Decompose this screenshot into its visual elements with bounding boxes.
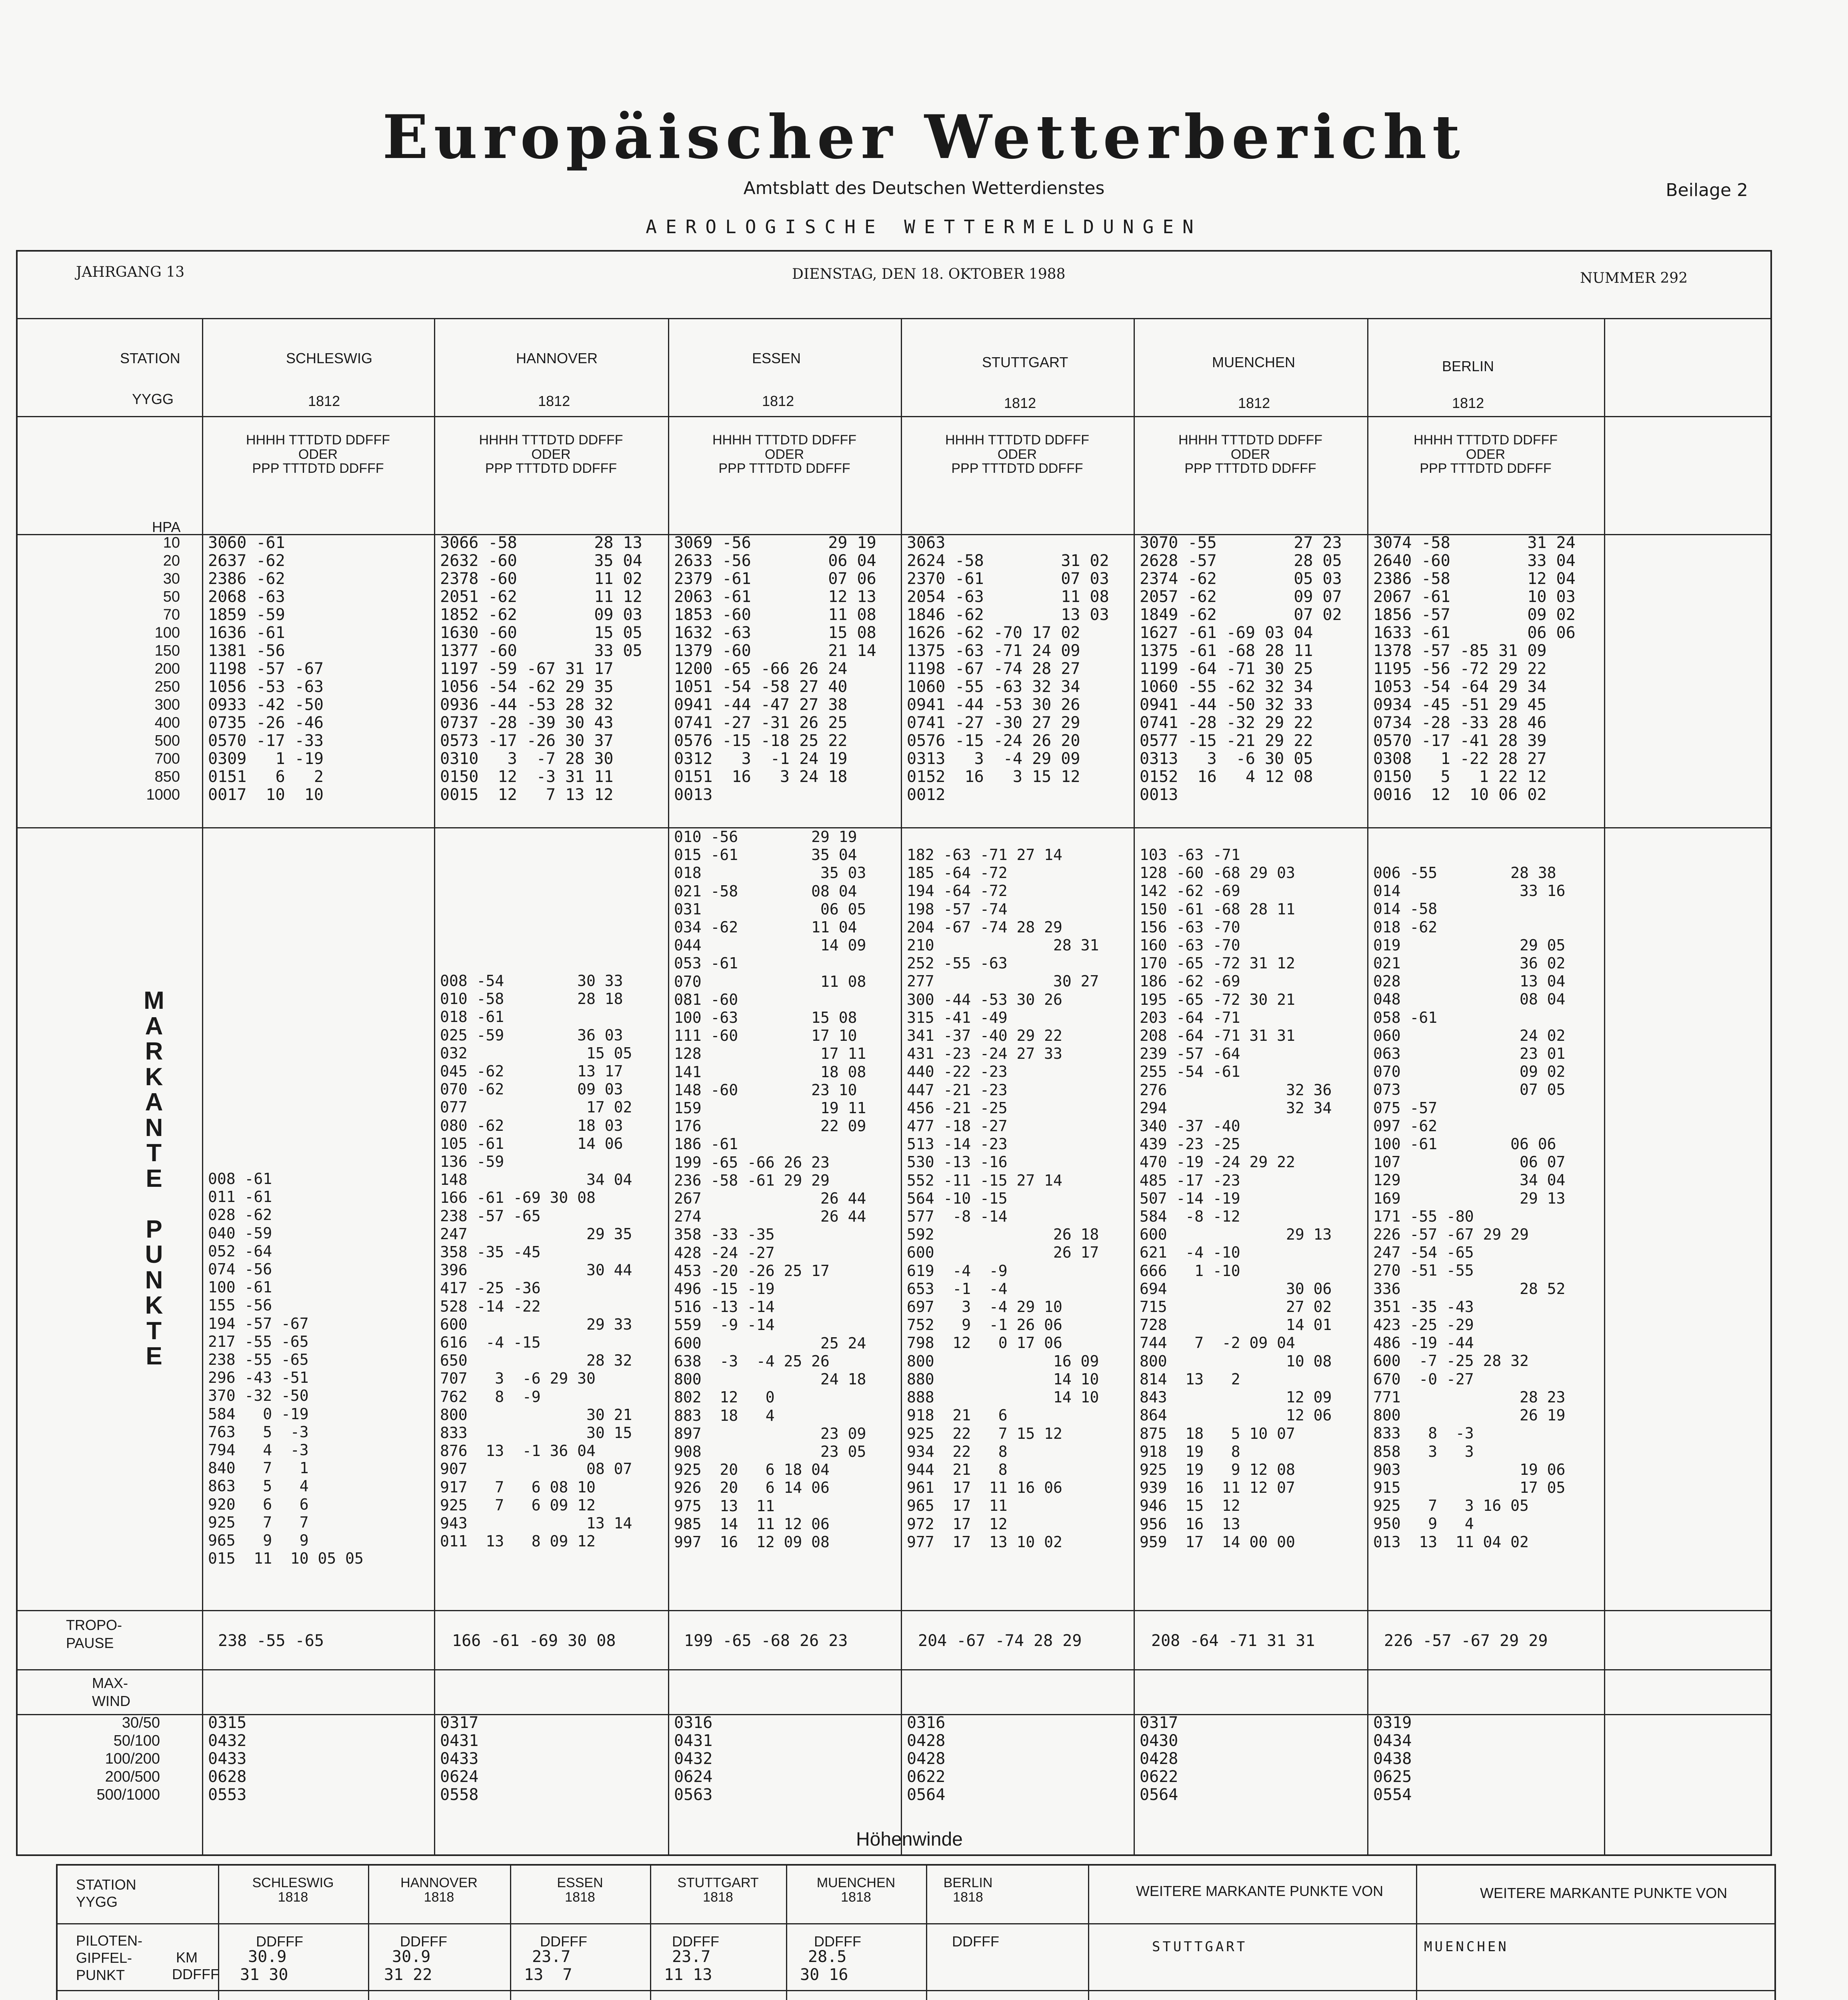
gipfel-km-muenchen: 28.5 <box>808 1948 847 1966</box>
maxwind-levels: 30/50 50/100 100/200 200/500 500/1000 <box>96 1714 160 1803</box>
hw-station-label: STATION YYGG <box>76 1876 136 1910</box>
maxwind-stuttgart: 0316 0428 0428 0622 0564 <box>907 1714 946 1804</box>
gipfel-ddfff-schleswig: 31 30 <box>240 1966 288 1984</box>
markante-hannover: 008 -54 30 33 010 -58 28 18 018 -61 025 -59 36 03 032 15 05 045 -62 13 17 070 -62 09 03 077 17 02 080 -62 18 03 105 -61 14 06 136 -59 148 34 04 166 -61 -69 30 08 238 -57 -65 247 29 35 358 -35 -45 396 30 44 417 -25 -36 528 -14 -22 600 29 33 616 -4 -15 650 28 32 707 3 -6 29 30 762 8 -9 800 30 21 833 30 15 876 13 -1 36 04 907 08 07 917 7 6 08 10 925 7 6 09 12 943 13 14 011 13 8 09 12 <box>440 972 632 1550</box>
col-header: HHHH TTTDTD DDFFF ODER PPP TTTDTD DDFFF <box>712 432 857 476</box>
gipfel-ddfff-stuttgart: 11 13 <box>664 1966 712 1984</box>
markante-muenchen: 103 -63 -71 128 -60 -68 29 03 142 -62 -69 150 -61 -68 28 11 156 -63 -70 160 -63 -70 170 -65 -72 31 12 186 -62 -69 195 -65 -72 30 21 203 -64 -71 208 -64 -71 31 31 239 -57 -64 255 -54 -61 276 32 36 294 32 34 340 -37 -40 439 -23 -25 470 -19 -24 29 22 485 -17 -23 507 -14 -19 584 -8 -12 600 29 13 621 -4 -10 666 1 -10 694 30 06 715 27 02 728 14 01 744 7 -2 09 04 800 10 08 814 13 2 843 12 09 864 12 06 875 18 5 10 07 918 19 8 925 19 9 12 08 939 16 11 12 07 946 15 12 956 16 13 959 17 14 00 00 <box>1140 846 1332 1551</box>
gipfel-head-stuttgart: DDFFF <box>672 1933 719 1950</box>
col-header: HHHH TTTDTD DDFFF ODER PPP TTTDTD DDFFF <box>945 432 1090 476</box>
weitere-stuttgart-label: WEITERE MARKANTE PUNKTE VON <box>1136 1883 1384 1899</box>
maxwind-label: MAX- WIND <box>92 1675 130 1709</box>
section-title: AEROLOGISCHE WETTERMELDUNGEN <box>646 216 1202 238</box>
hw-station-essen: ESSEN 1818 <box>557 1875 603 1905</box>
std-levels-berlin: 3074 -58 31 24 2640 -60 33 04 2386 -58 12 04 2067 -61 10 03 1856 -57 09 02 1633 -61 06 06 1378 -57 -85 31 09 1195 -56 -72 29 22 1053 -54 -64 29 34 0934 -45 -51 29 45 0734 -28 -33 28 46 0570 -17 -41 28 39 0308 1 -22 28 27 0150 5 1 22 12 0016 12 10 06 02 <box>1373 534 1576 804</box>
maxwind-berlin: 0319 0434 0438 0625 0554 <box>1373 1714 1412 1804</box>
std-levels-stuttgart: 3063 2624 -58 31 02 2370 -61 07 03 2054 -63 11 08 1846 -62 13 03 1626 -62 -70 17 02 1375 -63 -71 24 09 1198 -67 -74 28 27 1060 -55 -63 32 34 0941 -44 -53 30 26 0741 -27 -30 27 29 0576 -15 -24 26 20 0313 3 -4 29 09 0152 16 3 15 12 0012 <box>907 534 1109 804</box>
page-subtitle: Amtsblatt des Deutschen Wetterdienstes <box>743 178 1105 198</box>
std-levels-muenchen: 3070 -55 27 23 2628 -57 28 05 2374 -62 05 03 2057 -62 09 07 1849 -62 07 02 1627 -61 -69 03 04 1375 -61 -68 28 11 1199 -64 -71 30 25 1060 -55 -62 32 34 0941 -44 -50 32 33 0741 -28 -32 29 22 0577 -15 -21 29 22 0313 3 -6 30 05 0152 16 4 12 08 0013 <box>1140 534 1342 804</box>
weitere-muenchen-label: WEITERE MARKANTE PUNKTE VON <box>1480 1885 1728 1901</box>
issue-date: DIENSTAG, DEN 18. OKTOBER 1988 <box>792 266 1066 282</box>
gipfel-head-schleswig: DDFFF <box>256 1933 303 1950</box>
gipfel-head-hannover: DDFFF <box>400 1933 447 1950</box>
hoehenwinde-title: Höhenwinde <box>856 1829 963 1850</box>
hw-station-hannover: HANNOVER 1818 <box>400 1875 478 1905</box>
gipfel-km-hannover: 30.9 <box>392 1948 431 1966</box>
hw-station-berlin: BERLIN 1818 <box>943 1875 993 1905</box>
col-header: HHHH TTTDTD DDFFF ODER PPP TTTDTD DDFFF <box>1413 432 1558 476</box>
hpa-levels: 10 20 30 50 70 100 150 200 250 300 400 500 700 850 1000 <box>146 534 180 803</box>
hpa-label: HPA <box>152 519 181 535</box>
gipfel-km-essen: 23.7 <box>532 1948 571 1966</box>
station-name-hannover: HANNOVER <box>516 350 598 366</box>
col-header: HHHH TTTDTD DDFFF ODER PPP TTTDTD DDFFF <box>246 432 390 476</box>
gipfel-head-essen: DDFFF <box>540 1933 587 1950</box>
gipfel-ddfff-essen: 13 7 <box>524 1966 572 1984</box>
std-levels-essen: 3069 -56 29 19 2633 -56 06 04 2379 -61 07 06 2063 -61 12 13 1853 -60 11 08 1632 -63 15 08 1379 -60 21 14 1200 -65 -66 26 24 1051 -54 -58 27 40 0941 -44 -47 27 38 0741 -27 -31 26 25 0576 -15 -18 25 22 0312 3 -1 24 19 0151 16 3 24 18 0013 <box>674 534 876 804</box>
maxwind-hannover: 0317 0431 0433 0624 0558 <box>440 1714 479 1804</box>
std-levels-schleswig: 3060 -61 2637 -62 2386 -62 2068 -63 1859 -59 1636 -61 1381 -56 1198 -57 -67 1056 -53 -63 0933 -42 -50 0735 -26 -46 0570 -17 -33 0309 1 -19 0151 6 2 0017 10 10 <box>208 534 324 804</box>
gipfel-head-berlin: DDFFF <box>952 1933 999 1950</box>
tropo-schleswig: 238 -55 -65 <box>218 1632 324 1650</box>
weitere-stuttgart-station: STUTTGART <box>1152 1939 1248 1955</box>
issue-number: NUMMER 292 <box>1580 270 1688 286</box>
piloten-gipfel-label: PILOTEN- GIPFEL- PUNKT <box>76 1932 143 1984</box>
tropo-stuttgart: 204 -67 -74 28 29 <box>918 1632 1082 1650</box>
col-header: HHHH TTTDTD DDFFF ODER PPP TTTDTD DDFFF <box>1178 432 1323 476</box>
markante-essen: 010 -56 29 19 015 -61 35 04 018 35 03 021 -58 08 04 031 06 05 034 -62 11 04 044 14 09 053 -61 070 11 08 081 -60 100 -63 15 08 111 -60 17 10 128 17 11 141 18 08 148 -60 23 10 159 19 11 176 22 09 186 -61 199 -65 -66 26 23 236 -58 -61 29 29 267 26 44 274 26 44 358 -33 -35 428 -24 -27 453 -20 -26 25 17 496 -15 -19 516 -13 -14 559 -9 -14 600 25 24 638 -3 -4 25 26 800 24 18 802 12 0 883 18 4 897 23 09 908 23 05 925 20 6 18 04 926 20 6 14 06 975 13 11 985 14 11 12 06 997 16 12 09 08 <box>674 828 866 1551</box>
maxwind-essen: 0316 0431 0432 0624 0563 <box>674 1714 713 1804</box>
yygg-label: YYGG <box>132 391 174 407</box>
maxwind-muenchen: 0317 0430 0428 0622 0564 <box>1140 1714 1178 1804</box>
weitere-muenchen-station: MUENCHEN <box>1424 1939 1509 1955</box>
station-name-berlin: BERLIN <box>1442 358 1494 374</box>
station-name-essen: ESSEN <box>752 350 801 366</box>
beilage-label: Beilage 2 <box>1666 180 1748 200</box>
station-name-muenchen: MUENCHEN <box>1212 354 1296 370</box>
hw-station-schleswig: SCHLESWIG 1818 <box>252 1875 334 1905</box>
std-levels-hannover: 3066 -58 28 13 2632 -60 35 04 2378 -60 11 02 2051 -62 11 12 1852 -62 09 03 1630 -60 15 05 1377 -60 33 05 1197 -59 -67 31 17 1056 -54 -62 29 35 0936 -44 -53 28 32 0737 -28 -39 30 43 0573 -17 -26 30 37 0310 3 -7 28 30 0150 12 -3 31 11 0015 12 7 13 12 <box>440 534 642 804</box>
km-label: KM <box>176 1949 198 1966</box>
gipfel-ddfff-hannover: 31 22 <box>384 1966 432 1984</box>
markante-stuttgart: 182 -63 -71 27 14 185 -64 -72 194 -64 -72 198 -57 -74 204 -67 -74 28 29 210 28 31 252 -55 -63 277 30 27 300 -44 -53 30 26 315 -41 -49 341 -37 -40 29 22 431 -23 -24 27 33 440 -22 -23 447 -21 -23 456 -21 -25 477 -18 -27 513 -14 -23 530 -13 -16 552 -11 -15 27 14 564 -10 -15 577 -8 -14 592 26 18 600 26 17 619 -4 -9 653 -1 -4 697 3 -4 29 10 752 9 -1 26 06 798 12 0 17 06 800 16 09 880 14 10 888 14 10 918 21 6 925 22 7 15 12 934 22 8 944 21 8 961 17 11 16 06 965 17 11 972 17 12 977 17 13 10 02 <box>907 846 1099 1551</box>
hw-station-muenchen: MUENCHEN 1818 <box>816 1875 896 1905</box>
station-yygg-stuttgart: 1812 <box>1004 395 1036 411</box>
tropo-muenchen: 208 -64 -71 31 31 <box>1151 1632 1315 1650</box>
tropo-essen: 199 -65 -68 26 23 <box>684 1632 848 1650</box>
station-yygg-essen: 1812 <box>762 393 794 409</box>
markante-berlin: 006 -55 28 38 014 33 16 014 -58 018 -62 019 29 05 021 36 02 028 13 04 048 08 04 058 -61 060 24 02 063 23 01 070 09 02 073 07 05 075 -57 097 -62 100 -61 06 06 107 06 07 129 34 04 169 29 13 171 -55 -80 226 -57 -67 29 29 247 -54 -65 270 -51 -55 336 28 52 351 -35 -43 423 -25 -29 486 -19 -44 600 -7 -25 28 32 670 -0 -27 771 28 23 800 26 19 833 8 -3 858 3 3 903 19 06 915 17 05 925 7 3 16 05 950 9 4 013 13 11 04 02 <box>1373 864 1566 1551</box>
tropopause-label: TROPO- PAUSE <box>66 1617 122 1651</box>
station-yygg-muenchen: 1812 <box>1238 395 1270 411</box>
col-header: HHHH TTTDTD DDFFF ODER PPP TTTDTD DDFFF <box>479 432 623 476</box>
markante-punkte-label: M A R K A N T E P U N K T E <box>144 987 164 1370</box>
markante-schleswig: 008 -61 011 -61 028 -62 040 -59 052 -64 074 -56 100 -61 155 -56 194 -57 -67 217 -55 -65 238 -55 -65 296 -43 -51 370 -32 -50 584 0 -19 763 5 -3 794 4 -3 840 7 1 863 5 4 920 6 6 925 7 7 965 9 9 015 11 10 05 05 <box>208 1170 364 1568</box>
tropo-berlin: 226 -57 -67 29 29 <box>1384 1632 1548 1650</box>
jahrgang-label: JAHRGANG 13 <box>76 264 185 280</box>
station-yygg-berlin: 1812 <box>1452 395 1484 411</box>
station-label: STATION <box>120 350 180 366</box>
page-title: Europäischer Wetterbericht <box>382 102 1466 172</box>
ddfff-label: DDFFF <box>172 1966 219 1982</box>
maxwind-schleswig: 0315 0432 0433 0628 0553 <box>208 1714 247 1804</box>
gipfel-km-schleswig: 30.9 <box>248 1948 287 1966</box>
gipfel-km-stuttgart: 23.7 <box>672 1948 711 1966</box>
tropo-hannover: 166 -61 -69 30 08 <box>452 1632 616 1650</box>
gipfel-head-muenchen: DDFFF <box>814 1933 861 1950</box>
station-name-stuttgart: STUTTGART <box>982 354 1068 370</box>
station-yygg-schleswig: 1812 <box>308 393 340 409</box>
hw-station-stuttgart: STUTTGART 1818 <box>677 1875 759 1905</box>
gipfel-ddfff-muenchen: 30 16 <box>800 1966 848 1984</box>
station-name-schleswig: SCHLESWIG <box>286 350 373 366</box>
station-yygg-hannover: 1812 <box>538 393 570 409</box>
